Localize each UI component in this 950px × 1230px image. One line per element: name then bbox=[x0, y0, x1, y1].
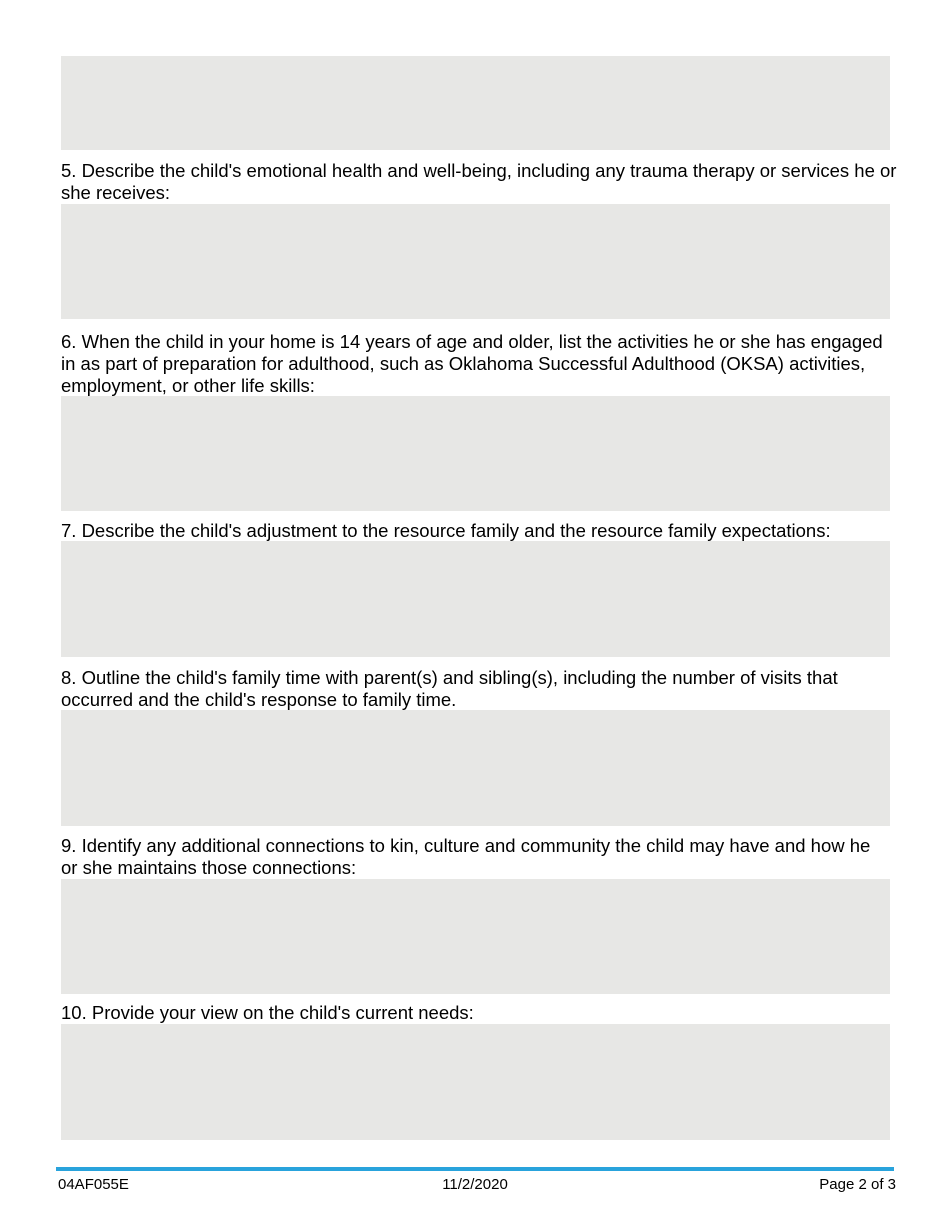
question-7-answer-field[interactable] bbox=[61, 541, 890, 657]
question-9-label: 9. Identify any additional connections to kin, culture and community the child may have and how he or she maintains those connections: bbox=[61, 835, 871, 878]
question-8-label: 8. Outline the child's family time with parent(s) and sibling(s), including the number of visits that occurred and the child's response to family time. bbox=[61, 667, 838, 710]
question-10-label: 10. Provide your view on the child's current needs: bbox=[61, 1002, 474, 1023]
footer-divider bbox=[56, 1167, 894, 1171]
page-number: Page 2 of 3 bbox=[819, 1176, 896, 1193]
question-5-label: 5. Describe the child's emotional health and well-being, including any trauma therapy or services he or she receives: bbox=[61, 160, 897, 203]
question-8-answer-field[interactable] bbox=[61, 710, 890, 826]
question-10-answer-field[interactable] bbox=[61, 1024, 890, 1140]
previous-question-answer-field[interactable] bbox=[61, 56, 890, 150]
question-5-answer-field[interactable] bbox=[61, 204, 890, 319]
question-9-answer-field[interactable] bbox=[61, 879, 890, 994]
question-6-answer-field[interactable] bbox=[61, 396, 890, 511]
question-7-label: 7. Describe the child's adjustment to the resource family and the resource family expectations: bbox=[61, 520, 831, 541]
form-date: 11/2/2020 bbox=[442, 1176, 508, 1193]
question-6-label: 6. When the child in your home is 14 years of age and older, list the activities he or she has engaged in as part of preparation for adulthood, such as Oklahoma Successful Adulthood (OKSA) activities, employment, or other life skills: bbox=[61, 331, 883, 396]
form-code: 04AF055E bbox=[58, 1176, 129, 1193]
